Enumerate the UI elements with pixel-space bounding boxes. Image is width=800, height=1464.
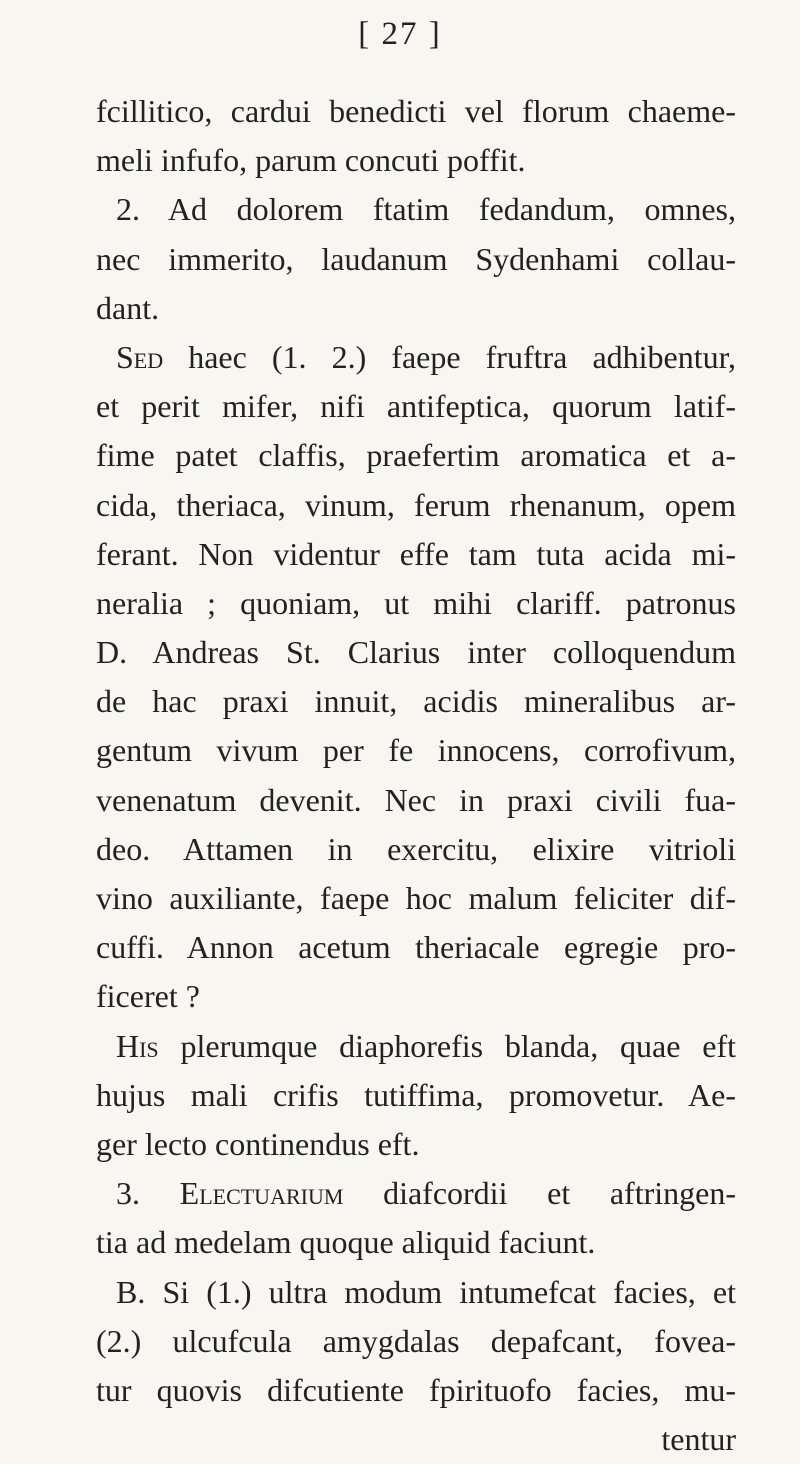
- text-line: [96, 579, 736, 628]
- line-text: diafcordii et aftringen-: [343, 1175, 737, 1212]
- text-line: [96, 677, 736, 726]
- line-text: gentum vivum per fe innocens, corrofivum,: [96, 732, 736, 769]
- line-text: meli infufo, parum concuti poffit.: [96, 142, 526, 179]
- text-line: [96, 1218, 736, 1267]
- text-line: [96, 972, 736, 1021]
- text-line: [96, 923, 736, 972]
- text-line: [96, 1022, 736, 1071]
- small-caps-lead: His: [116, 1027, 159, 1064]
- text-line: [96, 776, 736, 825]
- text-line: [96, 481, 736, 530]
- line-text: cuffi. Annon acetum theriacale egregie pro-: [96, 929, 736, 966]
- line-text: ger lecto continendus eft.: [96, 1125, 420, 1162]
- text-line: [96, 1169, 736, 1218]
- text-line: [96, 136, 736, 185]
- line-text: neralia ; quoniam, ut mihi clariff. patronus: [96, 584, 736, 621]
- line-text: fcillitico, cardui benedicti vel florum chaeme-: [96, 93, 736, 129]
- text-line: [96, 333, 736, 382]
- line-text: nec immerito, laudanum Sydenhami collau-: [96, 240, 736, 277]
- line-text: de hac praxi innuit, acidis mineralibus ar-: [96, 683, 736, 720]
- line-text: venenatum devenit. Nec in praxi civili fua-: [96, 781, 736, 818]
- line-text: hujus mali crifis tutiffima, promovetur. Ae-: [96, 1076, 736, 1113]
- text-line: [96, 628, 736, 677]
- text-line: [96, 382, 736, 431]
- line-text: tur quovis difcutiente fpirituofo facies, mu-: [96, 1371, 736, 1408]
- small-caps-lead: 3. Electuarium: [116, 1175, 344, 1212]
- line-text: ferant. Non videntur effe tam tuta acida mi-: [96, 535, 736, 572]
- line-text: haec (1. 2.) faepe fruftra adhibentur,: [163, 338, 736, 375]
- line-text: cida, theriaca, vinum, ferum rhenanum, opem: [96, 486, 736, 523]
- text-line: [96, 825, 736, 874]
- line-text: D. Andreas St. Clarius inter colloquendum: [96, 634, 736, 671]
- line-text: ficeret ?: [96, 978, 200, 1015]
- line-text: vino auxiliante, faepe hoc malum feliciter dif-: [96, 880, 736, 916]
- line-text: deo. Attamen in exercitu, elixire vitrioli: [96, 830, 736, 867]
- text-line: [96, 185, 736, 234]
- page-number: [ 27 ]: [358, 16, 442, 52]
- text-line: [96, 874, 736, 923]
- line-text: plerumque diaphorefis blanda, quae eft: [158, 1027, 736, 1064]
- line-text: tentur: [661, 1421, 736, 1458]
- line-text: dant.: [96, 289, 160, 326]
- text-line: [96, 87, 736, 136]
- text-line: [96, 284, 736, 333]
- line-text: (2.) ulcufcula amygdalas depafcant, fovea-: [96, 1322, 736, 1359]
- small-caps-lead: Sed: [116, 338, 164, 375]
- text-line: [96, 235, 736, 284]
- text-line: [96, 726, 736, 775]
- text-line: [96, 530, 736, 579]
- text-line: [96, 1071, 736, 1120]
- line-text: fime patet claffis, praefertim aromatica et a-: [96, 437, 736, 474]
- text-line: [96, 1366, 736, 1415]
- line-text: B. Si (1.) ultra modum intumefcat facies, et: [116, 1273, 736, 1310]
- line-text: tia ad medelam quoque aliquid faciunt.: [96, 1224, 596, 1261]
- text-line: [96, 1268, 736, 1317]
- text-line: [96, 1317, 736, 1366]
- line-text: et perit mifer, nifi antifeptica, quorum latif-: [96, 388, 736, 425]
- body-text: [96, 87, 736, 1464]
- text-line: [96, 1120, 736, 1169]
- text-line: [96, 431, 736, 480]
- line-text: 2. Ad dolorem ftatim fedandum, omnes,: [116, 191, 736, 228]
